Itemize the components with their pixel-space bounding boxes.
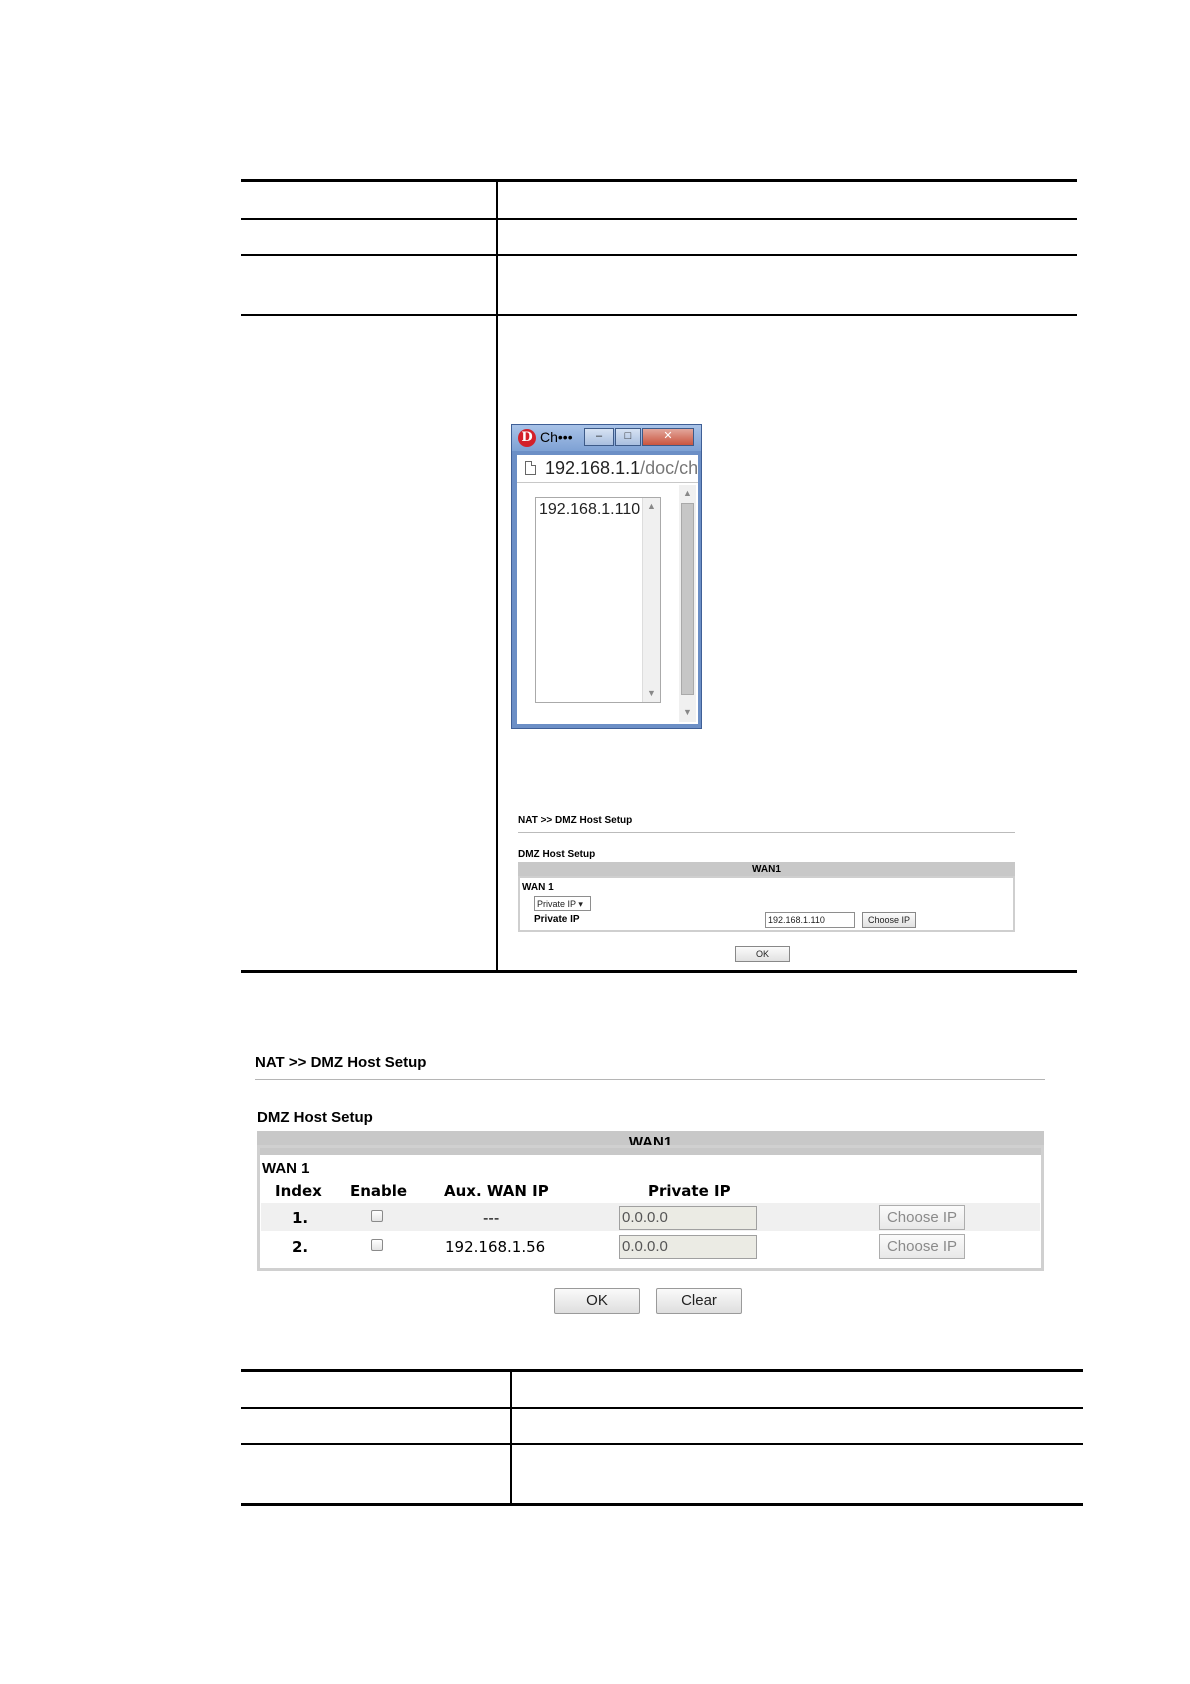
- minimize-button[interactable]: –: [584, 428, 614, 446]
- popup-body: [517, 483, 698, 724]
- private-ip-input[interactable]: 0.0.0.0: [619, 1235, 757, 1259]
- table1-row-rule: [241, 218, 1077, 220]
- row-index: 1.: [292, 1209, 309, 1227]
- close-button[interactable]: ✕: [642, 428, 694, 446]
- table1-row-rule: [241, 314, 1077, 316]
- page-icon: [525, 461, 536, 475]
- ip-list-item[interactable]: 192.168.1.110: [539, 501, 641, 518]
- enable-checkbox[interactable]: [371, 1239, 383, 1251]
- small-wan1-tab[interactable]: WAN1: [518, 862, 1015, 877]
- ok-button[interactable]: OK: [554, 1288, 640, 1314]
- table2-bottom-rule: [241, 1503, 1083, 1506]
- table2-top-rule: [241, 1369, 1083, 1372]
- scroll-down-icon[interactable]: ▼: [647, 688, 656, 698]
- choose-ip-button[interactable]: Choose IP: [879, 1234, 965, 1259]
- ip-listbox[interactable]: [535, 497, 661, 703]
- wan-group-label: WAN 1: [262, 1160, 310, 1177]
- small-divider: [518, 832, 1015, 833]
- small-private-ip-label: Private IP: [534, 914, 580, 925]
- row-index: 2.: [292, 1238, 309, 1256]
- small-section-title: DMZ Host Setup: [518, 849, 596, 860]
- breadcrumb: NAT >> DMZ Host Setup: [255, 1054, 427, 1071]
- url-path: /doc/ch: [640, 458, 698, 478]
- table2-column-divider: [510, 1370, 512, 1505]
- table2-row-rule: [241, 1407, 1083, 1409]
- table1-column-divider: [496, 180, 498, 972]
- column-header-index: Index: [275, 1182, 322, 1200]
- choose-ip-button[interactable]: Choose IP: [879, 1205, 965, 1230]
- small-private-ip-input[interactable]: 192.168.1.110: [765, 912, 855, 928]
- popup-title: Ch•••: [540, 429, 573, 445]
- clear-button[interactable]: Clear: [656, 1288, 742, 1314]
- small-breadcrumb: NAT >> DMZ Host Setup: [518, 815, 633, 826]
- column-header-enable: Enable: [350, 1182, 408, 1200]
- small-mode-select-value: Private IP: [537, 899, 576, 909]
- private-ip-input[interactable]: 0.0.0.0: [619, 1206, 757, 1230]
- column-header-aux-wan-ip: Aux. WAN IP: [444, 1182, 549, 1200]
- scroll-up-icon[interactable]: ▲: [683, 488, 692, 498]
- popup-scrollbar[interactable]: [679, 485, 696, 722]
- maximize-button[interactable]: □: [615, 428, 641, 446]
- scroll-up-icon[interactable]: ▲: [647, 501, 656, 511]
- enable-checkbox[interactable]: [371, 1210, 383, 1222]
- scrollbar-thumb[interactable]: [681, 503, 694, 695]
- wan1-tab[interactable]: WAN1: [257, 1131, 1044, 1155]
- listbox-scrollbar[interactable]: [642, 498, 660, 702]
- table1-top-rule: [241, 179, 1077, 182]
- url-host: 192.168.1.1: [545, 458, 641, 478]
- small-mode-select[interactable]: Private IP ▾: [534, 896, 591, 911]
- table1-row-rule: [241, 254, 1077, 256]
- choose-ip-popup-window: [511, 424, 702, 729]
- small-choose-ip-button[interactable]: Choose IP: [862, 912, 916, 928]
- popup-title-bar: [512, 425, 701, 451]
- popup-address-bar[interactable]: [517, 455, 698, 483]
- table2-row-rule: [241, 1443, 1083, 1445]
- popup-url: [545, 458, 698, 479]
- small-ok-button[interactable]: OK: [735, 946, 790, 962]
- scroll-down-icon[interactable]: ▼: [683, 707, 692, 717]
- small-wan-group-label: WAN 1: [522, 882, 554, 893]
- aux-wan-ip: ---: [483, 1209, 500, 1227]
- app-logo-icon: D: [518, 429, 536, 447]
- section-title: DMZ Host Setup: [257, 1109, 373, 1126]
- column-header-private-ip: Private IP: [648, 1182, 731, 1200]
- header-divider: [255, 1079, 1045, 1080]
- table1-bottom-rule: [241, 970, 1077, 973]
- aux-wan-ip: 192.168.1.56: [445, 1238, 546, 1256]
